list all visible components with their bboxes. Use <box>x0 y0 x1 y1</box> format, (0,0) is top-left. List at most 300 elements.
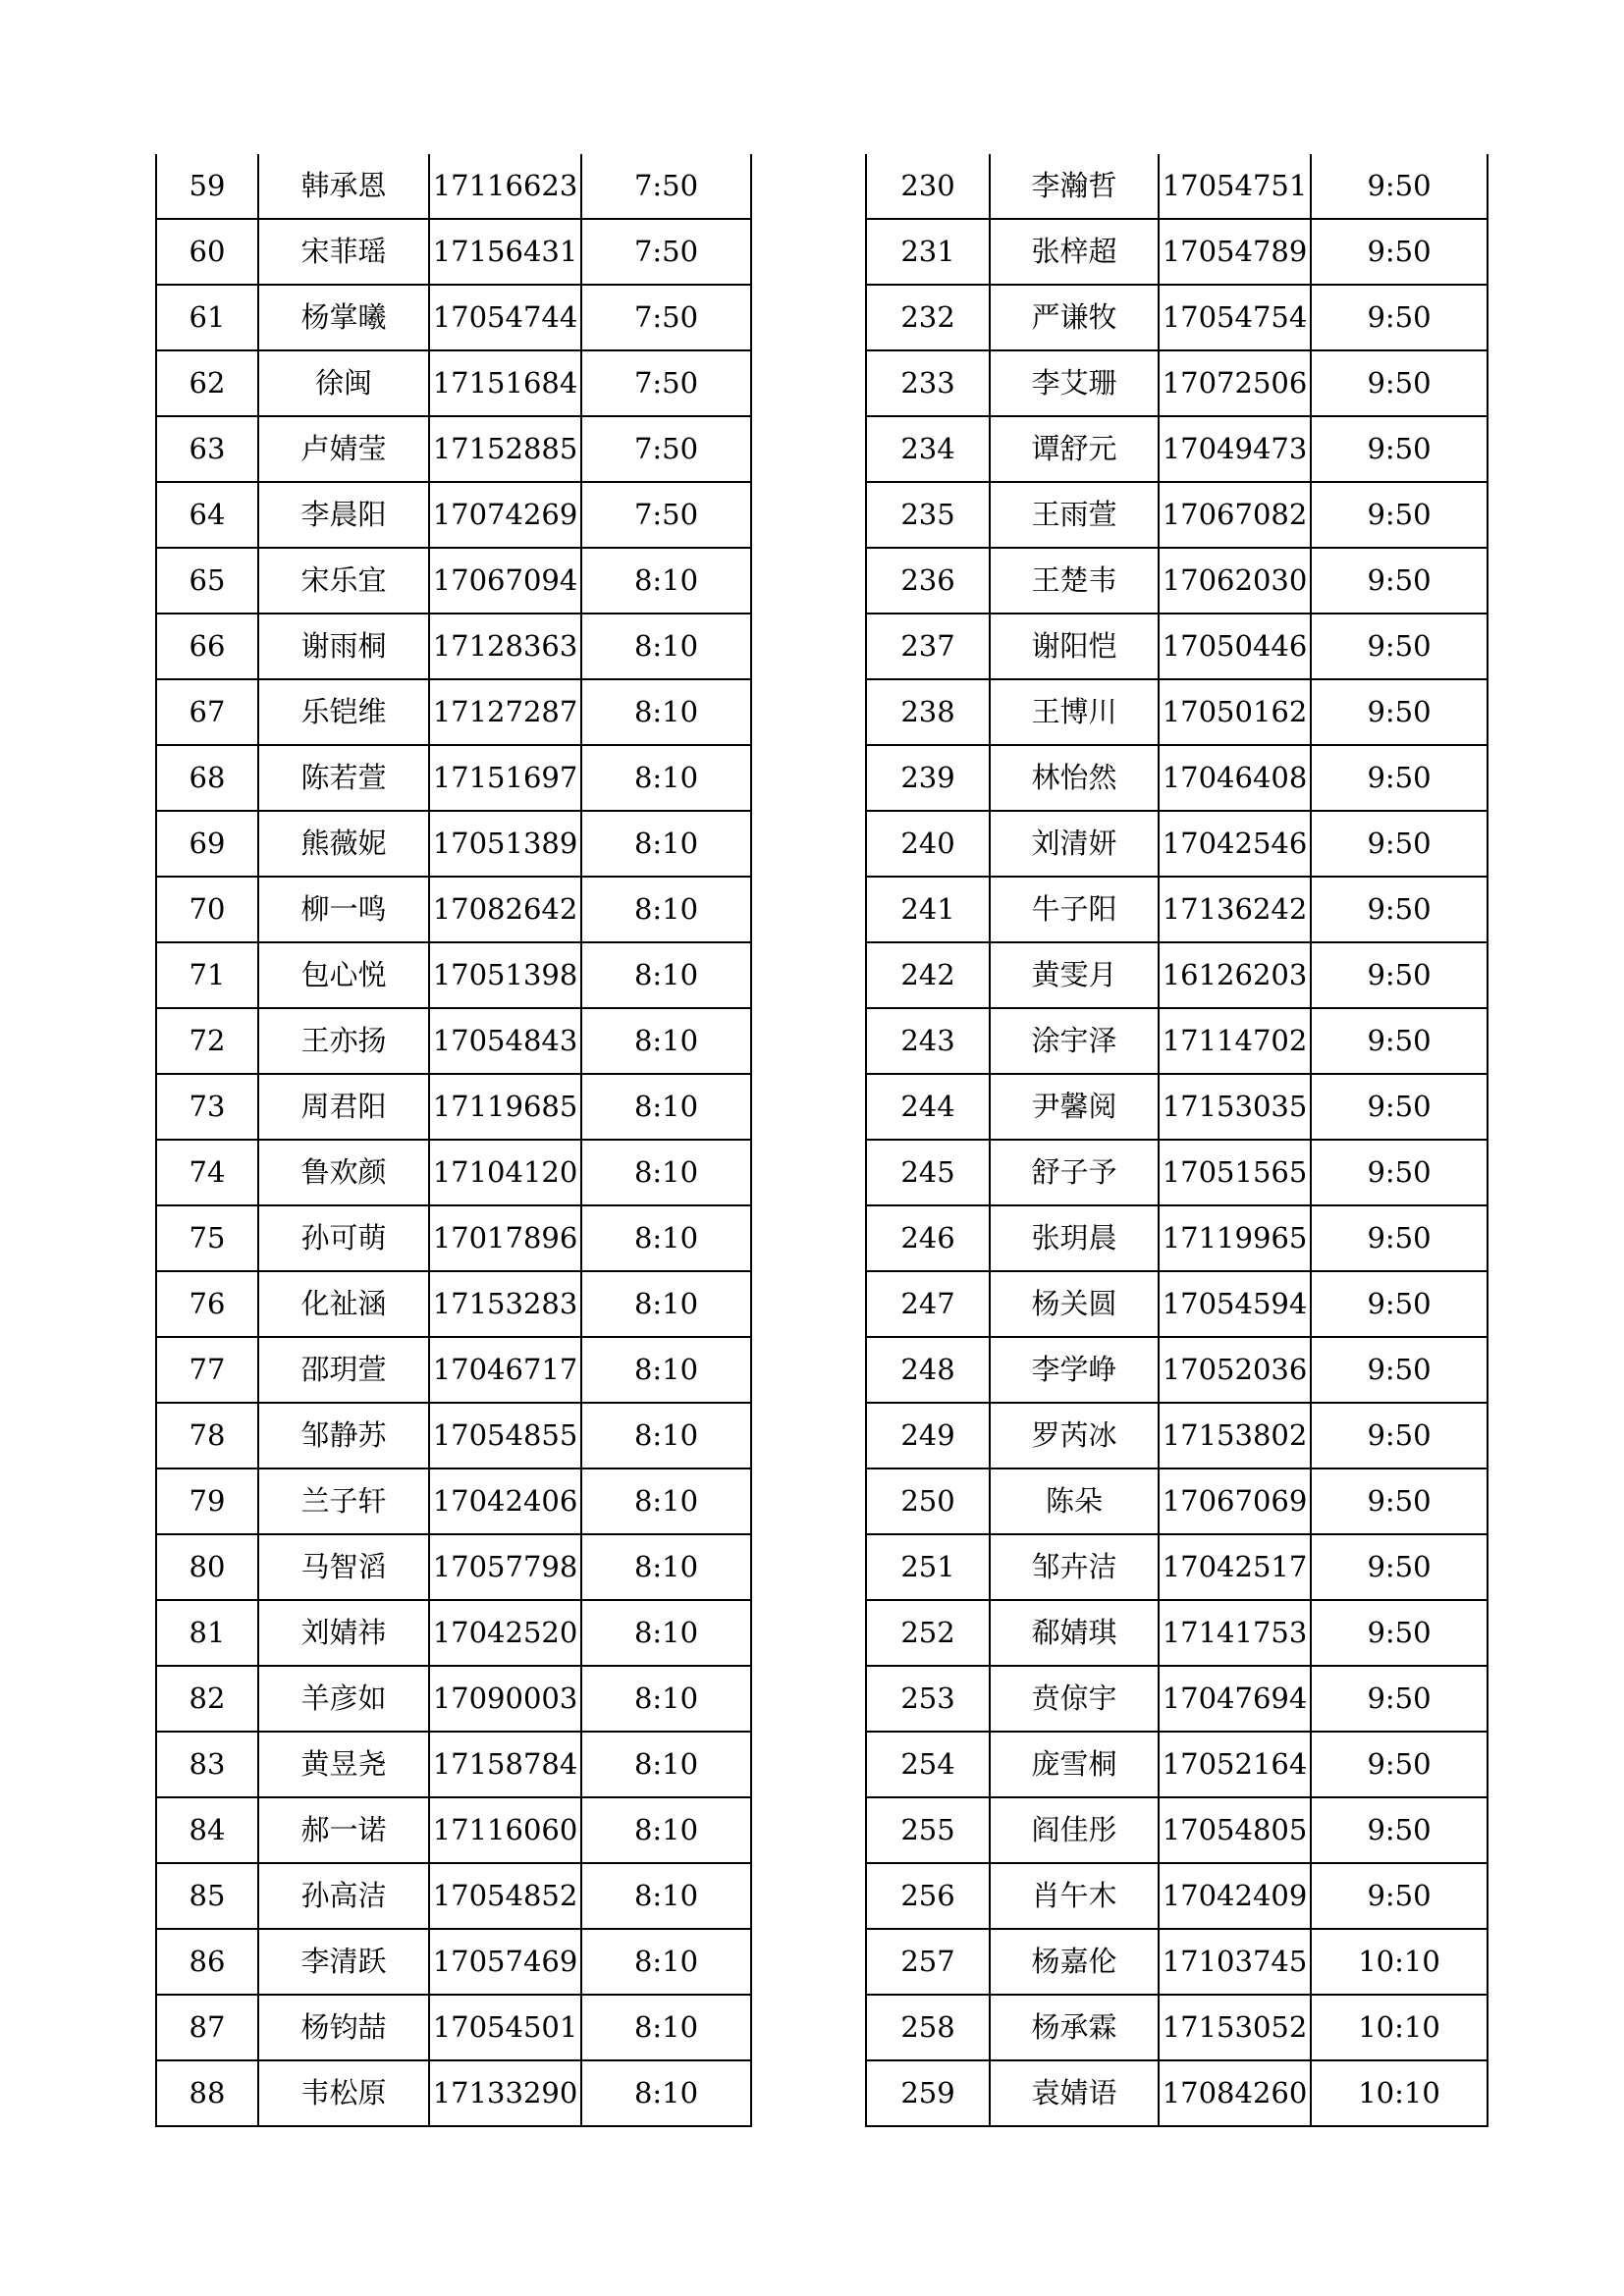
roster-table-right <box>865 154 1489 2127</box>
row-number-cell: 250 <box>866 1468 990 1534</box>
row-number-cell: 76 <box>156 1271 258 1337</box>
table-row <box>866 1995 1488 2060</box>
time-cell: 8:10 <box>581 1337 751 1403</box>
time-cell: 8:10 <box>581 1271 751 1337</box>
time-cell: 9:50 <box>1311 1666 1488 1732</box>
table-row <box>866 1797 1488 1863</box>
time-cell: 10:10 <box>1311 1995 1488 2060</box>
student-id-cell: 17057469 <box>429 1929 581 1995</box>
time-cell: 8:10 <box>581 811 751 877</box>
table-row <box>866 1666 1488 1732</box>
row-number-cell: 70 <box>156 877 258 942</box>
student-name-cell: 刘清妍 <box>990 811 1159 877</box>
time-cell: 8:10 <box>581 679 751 745</box>
time-cell: 8:10 <box>581 1666 751 1732</box>
student-id-cell: 17052036 <box>1159 1337 1311 1403</box>
student-name-cell: 乐铠维 <box>258 679 429 745</box>
row-number-cell: 67 <box>156 679 258 745</box>
row-number-cell: 235 <box>866 482 990 548</box>
student-name-cell: 阎佳彤 <box>990 1797 1159 1863</box>
row-number-cell: 68 <box>156 745 258 811</box>
student-name-cell: 宋菲瑶 <box>258 219 429 285</box>
row-number-cell: 246 <box>866 1205 990 1271</box>
table-row <box>866 1271 1488 1337</box>
student-id-cell: 17104120 <box>429 1140 581 1205</box>
time-cell: 8:10 <box>581 2060 751 2126</box>
student-id-cell: 17128363 <box>429 614 581 679</box>
student-name-cell: 牛子阳 <box>990 877 1159 942</box>
time-cell: 9:50 <box>1311 219 1488 285</box>
table-row <box>156 1732 751 1797</box>
student-id-cell: 17141753 <box>1159 1600 1311 1666</box>
time-cell: 8:10 <box>581 1534 751 1600</box>
student-name-cell: 郗婧琪 <box>990 1600 1159 1666</box>
student-name-cell: 邹卉洁 <box>990 1534 1159 1600</box>
student-name-cell: 周君阳 <box>258 1074 429 1140</box>
table-row <box>866 1008 1488 1074</box>
table-row <box>866 285 1488 350</box>
row-number-cell: 240 <box>866 811 990 877</box>
table-row <box>866 1929 1488 1995</box>
time-cell: 8:10 <box>581 877 751 942</box>
time-cell: 9:50 <box>1311 811 1488 877</box>
time-cell: 7:50 <box>581 350 751 416</box>
student-id-cell: 17153283 <box>429 1271 581 1337</box>
student-name-cell: 张梓超 <box>990 219 1159 285</box>
time-cell: 7:50 <box>581 219 751 285</box>
row-number-cell: 242 <box>866 942 990 1008</box>
time-cell: 8:10 <box>581 1863 751 1929</box>
table-row <box>866 1140 1488 1205</box>
student-id-cell: 17054843 <box>429 1008 581 1074</box>
student-name-cell: 黄雯月 <box>990 942 1159 1008</box>
student-id-cell: 17119685 <box>429 1074 581 1140</box>
table-row <box>866 2060 1488 2126</box>
student-name-cell: 王雨萱 <box>990 482 1159 548</box>
student-id-cell: 17153035 <box>1159 1074 1311 1140</box>
student-name-cell: 张玥晨 <box>990 1205 1159 1271</box>
time-cell: 9:50 <box>1311 1271 1488 1337</box>
student-id-cell: 17050162 <box>1159 679 1311 745</box>
time-cell: 8:10 <box>581 1205 751 1271</box>
student-name-cell: 羊彦如 <box>258 1666 429 1732</box>
row-number-cell: 77 <box>156 1337 258 1403</box>
student-id-cell: 17042546 <box>1159 811 1311 877</box>
table-row <box>866 877 1488 942</box>
time-cell: 8:10 <box>581 1140 751 1205</box>
student-name-cell: 杨承霖 <box>990 1995 1159 2060</box>
time-cell: 9:50 <box>1311 614 1488 679</box>
row-number-cell: 73 <box>156 1074 258 1140</box>
table-row <box>866 679 1488 745</box>
time-cell: 9:50 <box>1311 1797 1488 1863</box>
table-row <box>156 1666 751 1732</box>
row-number-cell: 78 <box>156 1403 258 1468</box>
row-number-cell: 81 <box>156 1600 258 1666</box>
time-cell: 8:10 <box>581 1008 751 1074</box>
table-row <box>156 1074 751 1140</box>
student-name-cell: 李清跃 <box>258 1929 429 1995</box>
student-id-cell: 17046717 <box>429 1337 581 1403</box>
student-name-cell: 韩承恩 <box>258 154 429 219</box>
table-row <box>156 942 751 1008</box>
row-number-cell: 255 <box>866 1797 990 1863</box>
row-number-cell: 236 <box>866 548 990 614</box>
time-cell: 8:10 <box>581 1929 751 1995</box>
row-number-cell: 72 <box>156 1008 258 1074</box>
row-number-cell: 83 <box>156 1732 258 1797</box>
row-number-cell: 66 <box>156 614 258 679</box>
student-id-cell: 17119965 <box>1159 1205 1311 1271</box>
time-cell: 7:50 <box>581 482 751 548</box>
table-row <box>156 1863 751 1929</box>
row-number-cell: 85 <box>156 1863 258 1929</box>
row-number-cell: 251 <box>866 1534 990 1600</box>
time-cell: 9:50 <box>1311 1600 1488 1666</box>
student-name-cell: 李艾珊 <box>990 350 1159 416</box>
table-row <box>866 548 1488 614</box>
row-number-cell: 249 <box>866 1403 990 1468</box>
student-id-cell: 17116060 <box>429 1797 581 1863</box>
student-id-cell: 17103745 <box>1159 1929 1311 1995</box>
row-number-cell: 231 <box>866 219 990 285</box>
row-number-cell: 245 <box>866 1140 990 1205</box>
row-number-cell: 237 <box>866 614 990 679</box>
time-cell: 9:50 <box>1311 285 1488 350</box>
table-row <box>156 614 751 679</box>
time-cell: 9:50 <box>1311 350 1488 416</box>
student-name-cell: 兰子轩 <box>258 1468 429 1534</box>
table-row <box>866 1468 1488 1534</box>
student-id-cell: 17054744 <box>429 285 581 350</box>
time-cell: 8:10 <box>581 1600 751 1666</box>
time-cell: 7:50 <box>581 416 751 482</box>
table-row <box>156 1600 751 1666</box>
student-name-cell: 孙高洁 <box>258 1863 429 1929</box>
student-id-cell: 17067069 <box>1159 1468 1311 1534</box>
row-number-cell: 248 <box>866 1337 990 1403</box>
student-id-cell: 17067094 <box>429 548 581 614</box>
student-id-cell: 17042406 <box>429 1468 581 1534</box>
student-id-cell: 17054789 <box>1159 219 1311 285</box>
time-cell: 8:10 <box>581 1995 751 2060</box>
table-row <box>156 877 751 942</box>
table-row <box>866 745 1488 811</box>
table-row <box>156 1468 751 1534</box>
student-id-cell: 17052164 <box>1159 1732 1311 1797</box>
row-number-cell: 69 <box>156 811 258 877</box>
student-name-cell: 邵玥萱 <box>258 1337 429 1403</box>
table-row <box>866 1600 1488 1666</box>
row-number-cell: 75 <box>156 1205 258 1271</box>
student-name-cell: 黄昱尧 <box>258 1732 429 1797</box>
row-number-cell: 253 <box>866 1666 990 1732</box>
student-name-cell: 谭舒元 <box>990 416 1159 482</box>
row-number-cell: 258 <box>866 1995 990 2060</box>
time-cell: 9:50 <box>1311 1732 1488 1797</box>
student-id-cell: 17051565 <box>1159 1140 1311 1205</box>
row-number-cell: 65 <box>156 548 258 614</box>
table-row <box>156 548 751 614</box>
student-id-cell: 17057798 <box>429 1534 581 1600</box>
table-row <box>866 1337 1488 1403</box>
table-row <box>156 1271 751 1337</box>
table-row <box>866 482 1488 548</box>
time-cell: 8:10 <box>581 1468 751 1534</box>
student-id-cell: 17042520 <box>429 1600 581 1666</box>
row-number-cell: 234 <box>866 416 990 482</box>
roster-table-left <box>155 154 752 2127</box>
student-id-cell: 17054855 <box>429 1403 581 1468</box>
time-cell: 8:10 <box>581 614 751 679</box>
time-cell: 9:50 <box>1311 1337 1488 1403</box>
student-id-cell: 17153052 <box>1159 1995 1311 2060</box>
row-number-cell: 88 <box>156 2060 258 2126</box>
table-row <box>866 942 1488 1008</box>
time-cell: 10:10 <box>1311 2060 1488 2126</box>
row-number-cell: 63 <box>156 416 258 482</box>
student-name-cell: 宋乐宜 <box>258 548 429 614</box>
table-row <box>156 350 751 416</box>
row-number-cell: 82 <box>156 1666 258 1732</box>
row-number-cell: 256 <box>866 1863 990 1929</box>
table-row <box>866 1205 1488 1271</box>
row-number-cell: 247 <box>866 1271 990 1337</box>
student-name-cell: 贲倞宇 <box>990 1666 1159 1732</box>
time-cell: 9:50 <box>1311 416 1488 482</box>
student-name-cell: 王亦扬 <box>258 1008 429 1074</box>
student-id-cell: 17152885 <box>429 416 581 482</box>
student-name-cell: 鲁欢颜 <box>258 1140 429 1205</box>
table-row <box>156 1008 751 1074</box>
student-name-cell: 马智滔 <box>258 1534 429 1600</box>
time-cell: 9:50 <box>1311 1863 1488 1929</box>
student-id-cell: 17153802 <box>1159 1403 1311 1468</box>
row-number-cell: 61 <box>156 285 258 350</box>
time-cell: 9:50 <box>1311 679 1488 745</box>
table-row <box>156 2060 751 2126</box>
table-row <box>156 1337 751 1403</box>
student-id-cell: 17054805 <box>1159 1797 1311 1863</box>
table-row <box>156 679 751 745</box>
student-name-cell: 谢阳恺 <box>990 614 1159 679</box>
table-row <box>866 1732 1488 1797</box>
student-id-cell: 17054754 <box>1159 285 1311 350</box>
student-name-cell: 王博川 <box>990 679 1159 745</box>
table-row <box>866 416 1488 482</box>
student-name-cell: 熊薇妮 <box>258 811 429 877</box>
student-name-cell: 谢雨桐 <box>258 614 429 679</box>
time-cell: 9:50 <box>1311 745 1488 811</box>
row-number-cell: 230 <box>866 154 990 219</box>
table-row <box>156 1140 751 1205</box>
time-cell: 9:50 <box>1311 1534 1488 1600</box>
time-cell: 10:10 <box>1311 1929 1488 1995</box>
student-id-cell: 17090003 <box>429 1666 581 1732</box>
row-number-cell: 71 <box>156 942 258 1008</box>
student-name-cell: 杨掌曦 <box>258 285 429 350</box>
student-name-cell: 罗芮冰 <box>990 1403 1159 1468</box>
time-cell: 7:50 <box>581 154 751 219</box>
student-id-cell: 17051389 <box>429 811 581 877</box>
student-name-cell: 邹静苏 <box>258 1403 429 1468</box>
student-id-cell: 17042517 <box>1159 1534 1311 1600</box>
row-number-cell: 86 <box>156 1929 258 1995</box>
table-row <box>156 1995 751 2060</box>
student-id-cell: 17133290 <box>429 2060 581 2126</box>
student-name-cell: 徐闽 <box>258 350 429 416</box>
time-cell: 8:10 <box>581 1074 751 1140</box>
student-id-cell: 17156431 <box>429 219 581 285</box>
student-name-cell: 包心悦 <box>258 942 429 1008</box>
student-name-cell: 涂宇泽 <box>990 1008 1159 1074</box>
row-number-cell: 254 <box>866 1732 990 1797</box>
row-number-cell: 87 <box>156 1995 258 2060</box>
student-id-cell: 17151684 <box>429 350 581 416</box>
student-id-cell: 17047694 <box>1159 1666 1311 1732</box>
student-id-cell: 17116623 <box>429 154 581 219</box>
row-number-cell: 84 <box>156 1797 258 1863</box>
row-number-cell: 243 <box>866 1008 990 1074</box>
student-name-cell: 严谦牧 <box>990 285 1159 350</box>
time-cell: 9:50 <box>1311 1140 1488 1205</box>
student-id-cell: 17158784 <box>429 1732 581 1797</box>
row-number-cell: 79 <box>156 1468 258 1534</box>
time-cell: 9:50 <box>1311 548 1488 614</box>
student-id-cell: 17054852 <box>429 1863 581 1929</box>
student-id-cell: 17067082 <box>1159 482 1311 548</box>
time-cell: 9:50 <box>1311 1074 1488 1140</box>
table-row <box>866 1403 1488 1468</box>
row-number-cell: 257 <box>866 1929 990 1995</box>
student-id-cell: 17046408 <box>1159 745 1311 811</box>
row-number-cell: 252 <box>866 1600 990 1666</box>
student-name-cell: 卢婧莹 <box>258 416 429 482</box>
student-name-cell: 韦松原 <box>258 2060 429 2126</box>
student-name-cell: 杨钧喆 <box>258 1995 429 2060</box>
row-number-cell: 62 <box>156 350 258 416</box>
student-name-cell: 李晨阳 <box>258 482 429 548</box>
table-row <box>156 219 751 285</box>
student-id-cell: 17054594 <box>1159 1271 1311 1337</box>
table-row <box>156 1929 751 1995</box>
student-id-cell: 17114702 <box>1159 1008 1311 1074</box>
student-id-cell: 17050446 <box>1159 614 1311 679</box>
time-cell: 8:10 <box>581 548 751 614</box>
student-id-cell: 17051398 <box>429 942 581 1008</box>
time-cell: 9:50 <box>1311 1403 1488 1468</box>
table-row <box>866 1863 1488 1929</box>
row-number-cell: 241 <box>866 877 990 942</box>
student-name-cell: 柳一鸣 <box>258 877 429 942</box>
student-id-cell: 17054501 <box>429 1995 581 2060</box>
table-row <box>156 1797 751 1863</box>
student-id-cell: 17136242 <box>1159 877 1311 942</box>
table-row <box>156 1205 751 1271</box>
student-name-cell: 舒子予 <box>990 1140 1159 1205</box>
student-name-cell: 化祉涵 <box>258 1271 429 1337</box>
student-id-cell: 17049473 <box>1159 416 1311 482</box>
student-name-cell: 林怡然 <box>990 745 1159 811</box>
time-cell: 8:10 <box>581 1732 751 1797</box>
student-id-cell: 17054751 <box>1159 154 1311 219</box>
time-cell: 9:50 <box>1311 482 1488 548</box>
student-id-cell: 17042409 <box>1159 1863 1311 1929</box>
student-name-cell: 陈朵 <box>990 1468 1159 1534</box>
table-row <box>156 482 751 548</box>
student-name-cell: 杨嘉伦 <box>990 1929 1159 1995</box>
table-row <box>156 285 751 350</box>
time-cell: 9:50 <box>1311 1205 1488 1271</box>
row-number-cell: 74 <box>156 1140 258 1205</box>
time-cell: 9:50 <box>1311 1008 1488 1074</box>
row-number-cell: 232 <box>866 285 990 350</box>
time-cell: 8:10 <box>581 1797 751 1863</box>
table-row <box>866 811 1488 877</box>
table-row <box>156 811 751 877</box>
table-row <box>156 745 751 811</box>
table-row <box>866 614 1488 679</box>
student-name-cell: 郝一诺 <box>258 1797 429 1863</box>
row-number-cell: 244 <box>866 1074 990 1140</box>
student-id-cell: 17017896 <box>429 1205 581 1271</box>
time-cell: 8:10 <box>581 942 751 1008</box>
table-row <box>866 1534 1488 1600</box>
student-name-cell: 尹馨阅 <box>990 1074 1159 1140</box>
student-id-cell: 17084260 <box>1159 2060 1311 2126</box>
table-row <box>866 154 1488 219</box>
student-id-cell: 17082642 <box>429 877 581 942</box>
row-number-cell: 239 <box>866 745 990 811</box>
table-row <box>156 416 751 482</box>
time-cell: 7:50 <box>581 285 751 350</box>
student-id-cell: 17074269 <box>429 482 581 548</box>
student-name-cell: 李瀚哲 <box>990 154 1159 219</box>
table-row <box>156 1403 751 1468</box>
time-cell: 9:50 <box>1311 154 1488 219</box>
time-cell: 8:10 <box>581 745 751 811</box>
student-id-cell: 17151697 <box>429 745 581 811</box>
student-name-cell: 庞雪桐 <box>990 1732 1159 1797</box>
table-row <box>866 1074 1488 1140</box>
student-name-cell: 肖午木 <box>990 1863 1159 1929</box>
student-name-cell: 王楚韦 <box>990 548 1159 614</box>
student-name-cell: 李学峥 <box>990 1337 1159 1403</box>
row-number-cell: 80 <box>156 1534 258 1600</box>
time-cell: 8:10 <box>581 1403 751 1468</box>
time-cell: 9:50 <box>1311 877 1488 942</box>
row-number-cell: 238 <box>866 679 990 745</box>
table-row <box>866 219 1488 285</box>
student-id-cell: 16126203 <box>1159 942 1311 1008</box>
table-row <box>156 1534 751 1600</box>
row-number-cell: 59 <box>156 154 258 219</box>
student-id-cell: 17062030 <box>1159 548 1311 614</box>
student-name-cell: 陈若萱 <box>258 745 429 811</box>
student-id-cell: 17127287 <box>429 679 581 745</box>
student-name-cell: 刘婧祎 <box>258 1600 429 1666</box>
time-cell: 9:50 <box>1311 1468 1488 1534</box>
table-row <box>156 154 751 219</box>
student-id-cell: 17072506 <box>1159 350 1311 416</box>
student-name-cell: 杨关圆 <box>990 1271 1159 1337</box>
row-number-cell: 60 <box>156 219 258 285</box>
table-row <box>866 350 1488 416</box>
row-number-cell: 233 <box>866 350 990 416</box>
student-name-cell: 孙可萌 <box>258 1205 429 1271</box>
row-number-cell: 259 <box>866 2060 990 2126</box>
time-cell: 9:50 <box>1311 942 1488 1008</box>
